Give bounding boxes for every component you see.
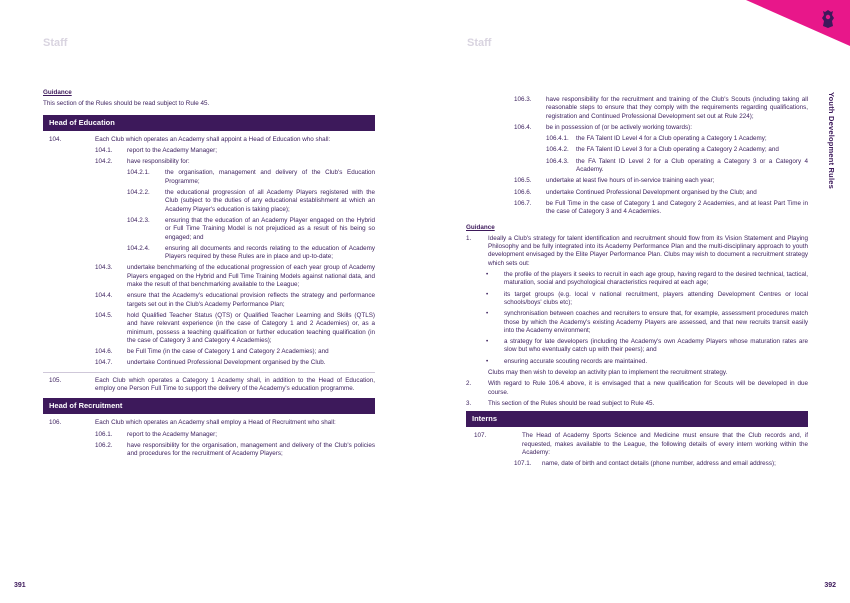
rule-106-4-1: 106.4.1. the FA Talent ID Level 4 for a Club operating a Category 1 Academy; <box>546 135 767 143</box>
rule-106-6: 106.6. undertake Continued Professional Development organised by the Club; and <box>514 188 757 196</box>
page-number-right: 392 <box>824 582 836 589</box>
running-header-right: Staff <box>467 37 492 49</box>
guidance-item-1: 1. Ideally a Club's strategy for talent identification and recruitment should flow from its Vision Statement and Playing Philosophy and be fully integrated into its Academy Performance Plan and the multi-disciplinary approach to youth development envisaged by the Elite Player Performance Plan. Clubs may wish to document a recruitment strategy which sets out: <box>466 234 808 267</box>
guidance-bullet-list <box>466 271 808 366</box>
bullet-text: ensuring accurate scouting records are maintained. <box>504 357 648 365</box>
rule-104-2-3: 104.2.3. ensuring that the education of an Academy Player engaged on the Hybrid or Full Time Training Model is not prejudiced as a result of his being so engaged; and <box>127 216 375 241</box>
section-head-of-education: Head of Education <box>43 115 375 131</box>
guidance-bullet <box>466 358 808 366</box>
rule-106-4: 106.4. be in possession of (or be actively working towards): <box>514 123 692 131</box>
rule-107: 107. The Head of Academy Sports Science and Medicine must ensure that the Club records and, if requested, makes available to the League, the following details of every intern working within the Academy: <box>474 432 808 456</box>
rule-104-7: 104.7. undertake Continued Professional Development organised by the Club. <box>95 359 326 367</box>
guidance-item-2: 2. With regard to Rule 106.4 above, it is envisaged that a new qualification for Scouts will be developed in due course. <box>466 380 808 396</box>
rule-106: 106. Each Club which operates an Academy shall employ a Head of Recruitment who shall: <box>49 419 336 427</box>
right-column <box>466 96 808 471</box>
guidance-bullet <box>466 338 808 355</box>
bullet-text: the profile of the players it seeks to recruit in each age group, having regard to the desired technical, tactical, maturation, social and psychological characteristics required at each age; <box>504 271 808 287</box>
rule-107-1: 107.1. name, date of birth and contact details (phone number, address and email address); <box>514 460 776 468</box>
bullet-text: its target groups (e.g. local v national recruitment, players attending Development Centres or local schools/boys' clubs etc); <box>504 290 808 306</box>
rule-104-1: 104.1. report to the Academy Manager; <box>95 146 217 154</box>
bullet-icon: • <box>486 271 489 279</box>
rule-106-3: 106.3. have responsibility for the recruitment and training of the Club's Scouts (including taking all reasonable steps to ensure that they comply with the requirements regarding qualifications, registration and Continued Professional Development set out at Rule 224); <box>514 96 808 120</box>
divider <box>43 372 375 373</box>
page-number-left: 391 <box>14 582 26 589</box>
rule-106-4-3: 106.4.3. the FA Talent ID Level 2 for a Club operating a Category 3 or a Category 4 Academy. <box>546 157 808 174</box>
rule-104-2-2: 104.2.2. the educational progression of all Academy Players registered with the Club (subject to the duties of any educational establishment at which an Academy Player's education is taking place); <box>127 189 375 213</box>
bullet-icon: • <box>486 290 489 298</box>
bullet-icon: • <box>486 310 489 318</box>
guidance-bullet <box>466 310 808 335</box>
rule-106-2: 106.2. have responsibility for the organisation, management and delivery of the Club's policies and procedures for the recruitment of Academy Players; <box>95 441 375 458</box>
bullet-icon: • <box>486 338 489 346</box>
section-head-of-recruitment: Head of Recruitment <box>43 398 375 414</box>
rule-106-7: 106.7. be Full Time in the case of Category 1 and Category 2 Academies, and at least Part Time in the case of Category 3 and 4 Academies. <box>514 199 808 216</box>
rule-104: 104. Each Club which operates an Academy shall appoint a Head of Education who shall: <box>49 135 331 143</box>
guidance-heading: Guidance <box>43 89 72 96</box>
guidance-after-bullets: Clubs may then wish to develop an activity plan to implement the recruitment strategy. <box>488 369 728 377</box>
rule-104-2-1: 104.2.1. the organisation, management and delivery of the Club's Education Programme; <box>127 169 375 185</box>
guidance-text: This section of the Rules should be read subject to Rule 45. <box>43 100 210 108</box>
rule-104-2: 104.2. have responsibility for: <box>95 158 190 166</box>
rule-104-5: 104.5. hold Qualified Teacher Status (QTS) or Qualified Teacher Learning and Skills (QTLS) and have relevant experience (in the case of Category 1 and 2 Academies) or, as a minimum, possess a teaching qualification or further education teaching qualification (in the case of Category 3 and Category 4 Academies); <box>95 311 375 344</box>
guidance-item-3: 3. This section of the Rules should be read subject to Rule 45. <box>466 399 655 407</box>
rule-104-2-4: 104.2.4. ensuring all documents and records relating to the education of Academy Players required by these Rules are in place and up-to-date; <box>127 244 375 261</box>
rule-104-4: 104.4. ensure that the Academy's educational provision reflects the strategy and performance targets set out in the Club's Academy Performance Plan; <box>95 292 375 308</box>
left-column <box>43 89 375 462</box>
guidance-bullet <box>466 291 808 308</box>
bullet-text: synchronisation between coaches and recruiters to ensure that, for example, assessment procedures match those by which the Academy's existing Academy Players are assessed, and that new recruits transit easily into the Academy environment; <box>504 310 808 334</box>
rule-104-3: 104.3. undertake benchmarking of the educational progression of each year group of Academy Players engaged on the Hybrid and Full Time Training Models against national data, and make the result of that benchmarking available to the League; <box>95 264 375 289</box>
bullet-icon: • <box>486 357 489 365</box>
running-header-left: Staff <box>43 37 68 49</box>
rule-105: 105. Each Club which operates a Category 1 Academy shall, in addition to the Head of Education, employ one Person Full Time to support the delivery of the Academy's education programme. <box>49 376 375 393</box>
bullet-text: a strategy for late developers (including the Academy's own Academy Players whose maturation rates are slow but who eventually catch up with their peers); and <box>504 338 808 354</box>
rule-104-6: 104.6. be Full Time (in the case of Category 1 and Category 2 Academies); and <box>95 348 329 356</box>
section-interns: Interns <box>466 411 808 427</box>
guidance-heading-right: Guidance <box>466 223 495 231</box>
rule-106-1: 106.1. report to the Academy Manager; <box>95 430 217 438</box>
guidance-bullet <box>466 271 808 288</box>
rule-106-4-2: 106.4.2. the FA Talent ID Level 3 for a Club operating a Category 2 Academy; and <box>546 146 779 154</box>
lion-crest-icon <box>820 9 836 29</box>
rule-106-5: 106.5. undertake at least five hours of in-service training each year; <box>514 177 715 185</box>
sidebar-title: Youth Development Rules <box>827 92 836 189</box>
